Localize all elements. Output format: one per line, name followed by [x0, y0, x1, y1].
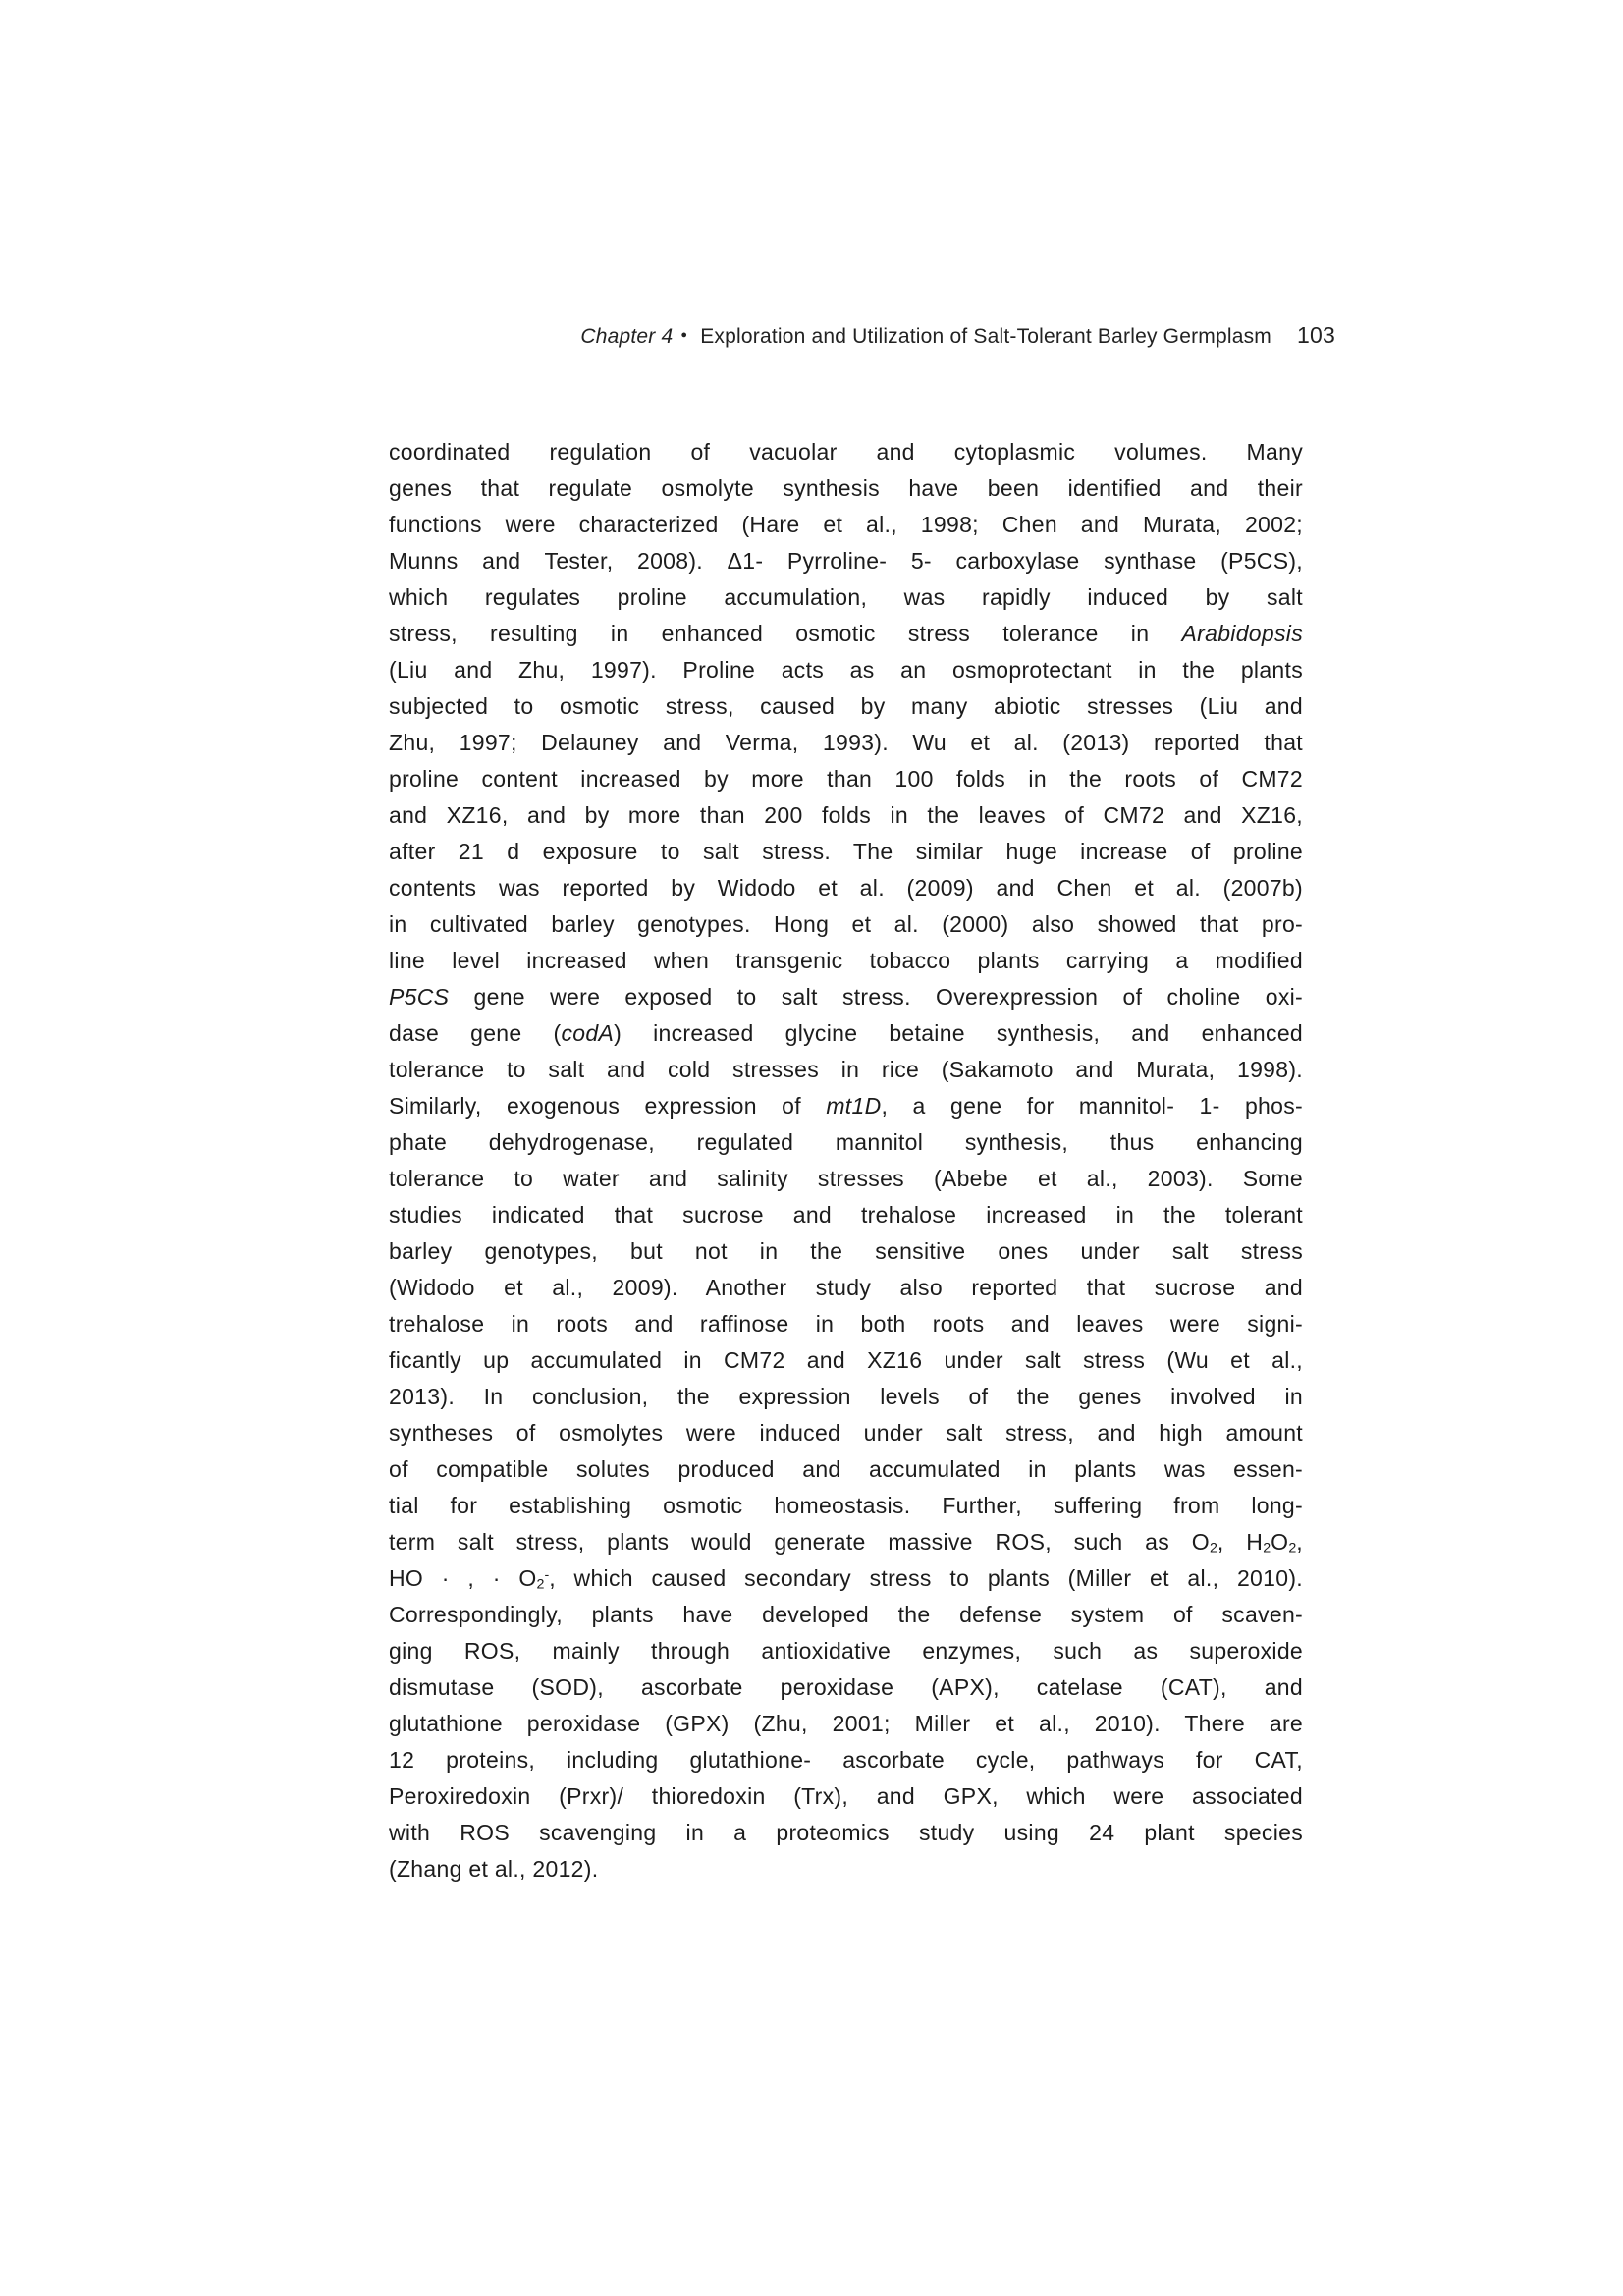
text-line: coordinated regulation of vacuolar and cytoplasmic volumes. Many [389, 439, 1303, 465]
text-line: 12 proteins, including glutathione- ascorbate cycle, pathways for CAT, [389, 1747, 1303, 1773]
bullet-separator-icon: ● [680, 329, 688, 341]
text-line: functions were characterized (Hare et al., 1998; Chen and Murata, 2002; [389, 512, 1303, 537]
text-line: Munns and Tester, 2008). Δ1- Pyrroline- 5- carboxylase synthase (P5CS), [389, 548, 1303, 574]
text-line: which regulates proline accumulation, was rapidly induced by salt [389, 584, 1303, 610]
text-line: glutathione peroxidase (GPX) (Zhu, 2001; Miller et al., 2010). There are [389, 1711, 1303, 1736]
text-line: tolerance to salt and cold stresses in rice (Sakamoto and Murata, 1998). [389, 1057, 1303, 1082]
text-line: 2013). In conclusion, the expression levels of the genes involved in [389, 1384, 1303, 1409]
text-line: genes that regulate osmolyte synthesis have been identified and their [389, 475, 1303, 501]
text-line: in cultivated barley genotypes. Hong et al. (2000) also showed that pro- [389, 911, 1303, 937]
text-line: dase gene (codA) increased glycine betaine synthesis, and enhanced [389, 1020, 1304, 1046]
text-line: term salt stress, plants would generate massive ROS, such as O2, H2O2, [389, 1529, 1303, 1557]
text-line: P5CS gene were exposed to salt stress. Overexpression of choline oxi- [389, 984, 1303, 1010]
text-line: stress, resulting in enhanced osmotic stress tolerance in Arabidopsis [389, 621, 1303, 646]
text-line: tolerance to water and salinity stresses (Abebe et al., 2003). Some [389, 1166, 1303, 1191]
text-line: Correspondingly, plants have developed the defense system of scaven- [389, 1602, 1303, 1627]
text-line: trehalose in roots and raffinose in both roots and leaves were signi- [389, 1311, 1303, 1337]
text-line: phate dehydrogenase, regulated mannitol synthesis, thus enhancing [389, 1129, 1303, 1155]
text-line: after 21 d exposure to salt stress. The similar huge increase of proline [389, 839, 1303, 864]
page-number: 103 [1297, 322, 1335, 348]
text-line: (Widodo et al., 2009). Another study also reported that sucrose and [389, 1275, 1303, 1300]
chapter-label: Chapter 4 [580, 325, 674, 348]
text-line: Similarly, exogenous expression of mt1D, a gene for mannitol- 1- phos- [389, 1093, 1303, 1119]
chapter-title: Exploration and Utilization of Salt-Tolerant Barley Germplasm [700, 325, 1272, 348]
text-line: and XZ16, and by more than 200 folds in the leaves of CM72 and XZ16, [389, 802, 1303, 828]
text-line: contents was reported by Widodo et al. (2009) and Chen et al. (2007b) [389, 875, 1303, 901]
text-line: with ROS scavenging in a proteomics study using 24 plant species [389, 1820, 1303, 1845]
text-line: proline content increased by more than 100 folds in the roots of CM72 [389, 766, 1303, 792]
text-line: (Liu and Zhu, 1997). Proline acts as an osmoprotectant in the plants [389, 657, 1303, 683]
text-line: of compatible solutes produced and accumulated in plants was essen- [389, 1456, 1303, 1482]
text-line: tial for establishing osmotic homeostasis. Further, suffering from long- [389, 1493, 1303, 1518]
text-line: line level increased when transgenic tobacco plants carrying a modified [389, 948, 1303, 973]
text-line: barley genotypes, but not in the sensitive ones under salt stress [389, 1238, 1303, 1264]
text-line: ficantly up accumulated in CM72 and XZ16 under salt stress (Wu et al., [389, 1347, 1303, 1373]
text-line: dismutase (SOD), ascorbate peroxidase (APX), catelase (CAT), and [389, 1674, 1303, 1700]
text-line: (Zhang et al., 2012). [389, 1856, 599, 1882]
text-line: syntheses of osmolytes were induced under salt stress, and high amount [389, 1420, 1303, 1446]
running-header [580, 322, 1335, 350]
text-line: ging ROS, mainly through antioxidative enzymes, such as superoxide [389, 1638, 1303, 1664]
text-line: HO · , · O2-, which caused secondary stress to plants (Miller et al., 2010). [389, 1565, 1303, 1593]
text-line: studies indicated that sucrose and trehalose increased in the tolerant [389, 1202, 1303, 1228]
text-line: Peroxiredoxin (Prxr)/ thioredoxin (Trx), and GPX, which were associated [389, 1783, 1303, 1809]
text-line: subjected to osmotic stress, caused by many abiotic stresses (Liu and [389, 693, 1303, 719]
body-text [389, 434, 1303, 1887]
text-line: Zhu, 1997; Delauney and Verma, 1993). Wu et al. (2013) reported that [389, 730, 1303, 755]
